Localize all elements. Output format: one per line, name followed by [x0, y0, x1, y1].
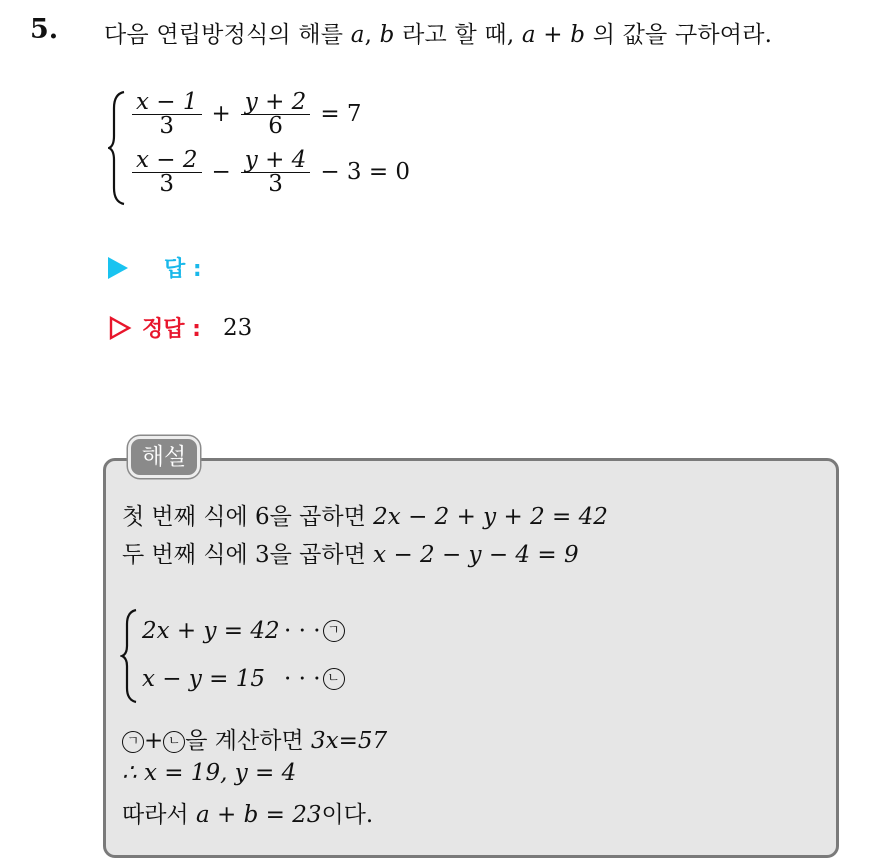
- fraction: [241, 90, 311, 137]
- solution-line-4: ∴ x = 19, y = 4: [122, 760, 297, 786]
- dots: · · ·: [284, 666, 321, 692]
- denominator: 3: [159, 113, 175, 139]
- question-text-after: 의 값을 구하여라.: [585, 22, 773, 48]
- left-brace-icon: [108, 90, 126, 206]
- var-b: b: [379, 22, 395, 48]
- numerator: x − 1: [132, 90, 202, 115]
- denominator: 3: [159, 171, 175, 197]
- play-triangle-icon: [108, 257, 128, 279]
- circled-mark: ㄴ: [163, 731, 185, 753]
- circled-mark: ㄱ: [323, 620, 345, 642]
- operator: −: [211, 158, 231, 185]
- solution-line-1: [122, 498, 608, 531]
- question-text-before: 다음 연립방정식의 해를: [104, 22, 351, 48]
- circled-mark: ㄴ: [323, 668, 345, 690]
- solution-text: 을 계산하면: [185, 728, 311, 754]
- equation-system: [108, 89, 411, 206]
- numerator: y + 2: [241, 90, 311, 115]
- solution-math: x − 2 − y − 4 = 9: [373, 542, 579, 568]
- solution-line-2: [122, 536, 579, 569]
- comma: ,: [364, 22, 380, 48]
- operator: +: [211, 100, 231, 127]
- solution-math: a + b = 23: [195, 802, 322, 828]
- fraction: [241, 148, 311, 195]
- numerator: y + 4: [241, 148, 311, 173]
- fraction: [132, 90, 202, 137]
- equation-1: [128, 90, 368, 137]
- question-number: 5.: [30, 14, 59, 45]
- solution-line-5: [122, 796, 373, 829]
- solution-text: 이다.: [321, 802, 374, 828]
- solution-text: 따라서: [122, 802, 196, 828]
- left-brace-icon: [120, 608, 138, 704]
- correct-answer-row: [108, 312, 252, 343]
- rhs: = 7: [320, 100, 362, 127]
- correct-answer-label: 정답 :: [142, 317, 201, 342]
- solution-math: x − y = 15: [142, 666, 266, 692]
- equation-2: [128, 148, 416, 195]
- answer-label: 답 :: [164, 257, 202, 282]
- fraction: [132, 148, 202, 195]
- dots: · · ·: [284, 618, 321, 644]
- answer-row: [108, 252, 202, 283]
- solution-math: 3x=57: [311, 728, 388, 754]
- solution-text: 첫 번째 식에 6을 곱하면: [122, 504, 374, 530]
- denominator: 3: [268, 171, 283, 197]
- solution-equation-1: [142, 618, 345, 644]
- solution-tag: 해설: [128, 436, 200, 478]
- question-expr: a + b: [521, 22, 586, 48]
- plus: +: [144, 728, 164, 754]
- solution-equation-2: [142, 666, 345, 692]
- outline-triangle-icon: [108, 315, 132, 341]
- question-text: [104, 16, 772, 49]
- circled-mark: ㄱ: [122, 731, 144, 753]
- correct-answer-value: 23: [222, 314, 253, 341]
- solution-system: [120, 608, 420, 704]
- numerator: x − 2: [132, 148, 202, 173]
- solution-text: 두 번째 식에 3을 곱하면: [122, 542, 374, 568]
- var-a: a: [350, 22, 365, 48]
- solution-line-3: [122, 722, 387, 755]
- rhs: − 3 = 0: [320, 158, 411, 185]
- question-text-mid: 라고 할 때,: [394, 22, 522, 48]
- denominator: 6: [268, 113, 283, 139]
- solution-math: 2x − 2 + y + 2 = 42: [373, 504, 608, 530]
- solution-math: 2x + y = 42: [142, 618, 280, 644]
